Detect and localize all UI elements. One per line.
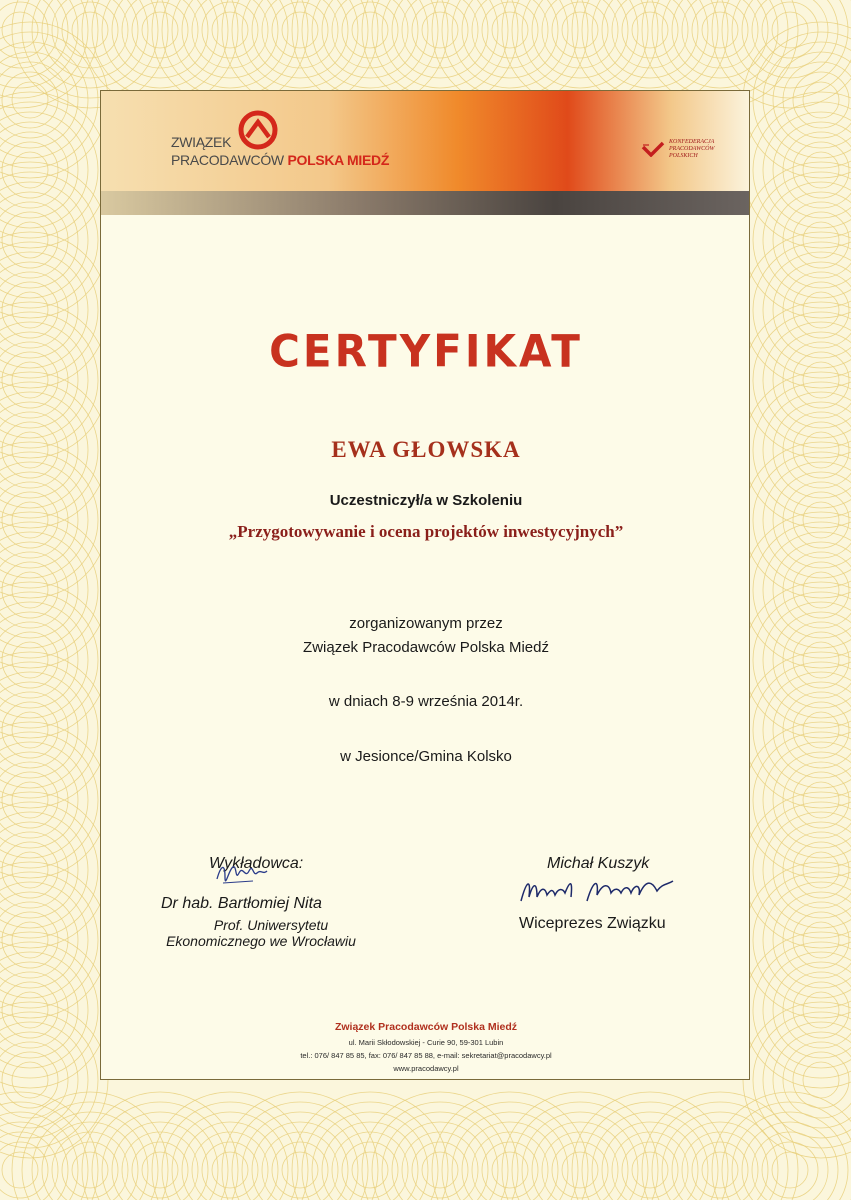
guilloche-ring [743,792,851,948]
vp-name: Michał Kuszyk [547,855,650,872]
guilloche-ring [803,432,839,468]
guilloche-ring [743,232,851,388]
guilloche-ring [763,882,851,998]
guilloche-ring [0,462,88,578]
guilloche-ring [212,12,248,48]
certificate-title: CERTYFIKAT [269,325,583,378]
guilloche-ring [552,2,608,58]
footer-website: www.pracodawcy.pl [393,1064,459,1073]
guilloche-ring [0,1122,68,1200]
guilloche-ring [0,882,88,998]
vp-title: Wiceprezes Związku [519,915,666,932]
guilloche-ring [0,722,108,878]
guilloche-ring [743,652,851,808]
guilloche-ring [793,352,849,408]
header-banner [101,91,749,191]
guilloche-ring [552,1142,608,1198]
guilloche-ring [2,702,58,758]
guilloche-ring [382,1112,498,1200]
guilloche-ring [0,252,88,368]
guilloche-ring [763,392,851,508]
guilloche-ring [803,782,839,818]
guilloche-ring [0,672,88,788]
guilloche-ring [562,1152,598,1188]
guilloche-ring [803,712,839,748]
course-title: „Przygotowywanie i ocena projektów inwestycyjnych” [228,522,624,541]
guilloche-ring [12,642,48,678]
guilloche-ring [702,1152,738,1188]
guilloche-ring [0,2,48,58]
guilloche-ring [0,302,108,458]
guilloche-ring [2,632,58,688]
guilloche-ring [12,502,48,538]
guilloche-ring [762,2,818,58]
logo-line-1: ZWIĄZEK [171,134,232,150]
guilloche-ring [32,0,148,88]
guilloche-ring [743,442,851,598]
guilloche-ring [272,2,328,58]
guilloche-ring [743,302,851,458]
guilloche-ring [732,0,848,88]
guilloche-ring [72,12,108,48]
guilloche-ring [452,0,568,88]
guilloche-ring [272,1142,328,1198]
guilloche-ring [0,932,108,1088]
guilloche-ring [362,1092,518,1200]
footer-address: ul. Marii Skłodowskiej - Curie 90, 59-301 Lubin [348,1038,504,1047]
guilloche-ring [2,982,58,1038]
guilloche-ring [282,1152,318,1188]
guilloche-ring [242,0,358,88]
guilloche-ring [422,12,458,48]
guilloche-ring [0,812,88,928]
guilloche-ring [803,1062,839,1098]
guilloche-ring [292,1092,448,1200]
guilloche-ring [712,1092,851,1200]
guilloche-ring [72,1152,108,1188]
banner-stripe [101,191,749,215]
lecturer-label: Wykładowca: [209,855,304,872]
guilloche-ring [432,1092,588,1200]
guilloche-ring [482,2,538,58]
guilloche-ring [2,422,58,478]
guilloche-ring [793,72,849,128]
footer-contact: tel.: 076/ 847 85 85, fax: 076/ 847 85 88, e-mail: sekretariat@pracodawcy.pl [300,1051,552,1060]
guilloche-ring [0,372,108,528]
guilloche-ring [152,1092,308,1200]
guilloche-ring [592,1112,708,1200]
logo-text [171,133,389,169]
guilloche-ring [803,922,839,958]
guilloche-ring [12,572,48,608]
guilloche-ring [732,1112,848,1200]
guilloche-ring [743,372,851,528]
guilloche-ring [763,532,851,648]
guilloche-ring [763,672,851,788]
guilloche-ring [793,632,849,688]
guilloche-ring [0,322,88,438]
guilloche-ring [793,562,849,618]
guilloche-ring [2,562,58,618]
guilloche-ring [2,282,58,338]
participation-text: Uczestniczył/a w Szkoleniu [329,492,523,509]
guilloche-ring [572,1092,728,1200]
guilloche-ring [12,992,48,1028]
guilloche-ring [0,442,108,598]
guilloche-ring [12,152,48,188]
guilloche-ring [0,862,108,1018]
guilloche-ring [12,712,48,748]
logo-line-2 [171,151,389,169]
guilloche-ring [422,1152,458,1188]
guilloche-ring [632,12,668,48]
guilloche-ring [12,852,48,888]
guilloche-ring [803,82,839,118]
guilloche-ring [0,512,108,668]
guilloche-ring [212,1152,248,1188]
guilloche-ring [2,142,58,198]
guilloche-ring [352,12,388,48]
guilloche-ring [622,1142,678,1198]
guilloche-ring [743,512,851,668]
guilloche-ring [0,162,108,318]
guilloche-ring [522,1112,638,1200]
organizer-name: Związek Pracodawców Polska Miedź [303,639,549,656]
guilloche-ring [2,212,58,268]
guilloche-ring [793,772,849,828]
guilloche-ring [142,12,178,48]
guilloche-ring [793,702,849,758]
footer-organization: Związek Pracodawców Polska Miedź [334,1021,518,1033]
guilloche-ring [2,842,58,898]
guilloche-ring [692,2,748,58]
guilloche-ring [763,812,851,928]
guilloche-ring [0,1132,58,1200]
guilloche-ring [0,1022,88,1138]
guilloche-ring [803,292,839,328]
guilloche-ring [12,362,48,398]
guilloche-ring [743,92,851,248]
guilloche-ring [743,582,851,738]
guilloche-ring [803,502,839,538]
guilloche-ring [0,602,88,718]
guilloche-ring [763,1022,851,1138]
guilloche-ring [763,322,851,438]
lecturer-title-2: Ekonomicznego we Wrocławiu [166,933,356,949]
guilloche-ring [763,182,851,298]
guilloche-ring [172,1112,288,1200]
guilloche-ring [642,1092,798,1200]
guilloche-ring [763,252,851,368]
guilloche-ring [2,352,58,408]
guilloche-ring [772,1152,808,1188]
guilloche-ring [793,142,849,198]
guilloche-ring [0,182,88,298]
guilloche-ring [562,12,598,48]
guilloche-ring [0,0,68,78]
guilloche-ring [12,432,48,468]
guilloche-ring [352,1152,388,1188]
guilloche-ring [632,1152,668,1188]
guilloche-ring [743,932,851,1088]
guilloche-ring [0,1002,108,1158]
guilloche-ring [222,1092,378,1200]
logo-line-2b: POLSKA MIEDŹ [287,152,390,168]
guilloche-ring [662,1112,778,1200]
guilloche-ring [0,1142,48,1198]
konfederacja-logo-icon [641,141,665,157]
organized-by-label: zorganizowanym przez [349,615,503,632]
guilloche-ring [763,462,851,578]
guilloche-ring [12,922,48,958]
guilloche-ring [692,1142,748,1198]
guilloche-ring [312,0,428,88]
training-dates: w dniach 8-9 września 2014r. [328,693,524,710]
guilloche-ring [492,1152,528,1188]
guilloche-ring [793,982,849,1038]
guilloche-ring [0,652,108,808]
guilloche-ring [12,1092,168,1200]
guilloche-ring [803,152,839,188]
guilloche-ring [793,282,849,338]
guilloche-ring [0,792,108,948]
guilloche-ring [12,292,48,328]
guilloche-ring [763,952,851,1068]
guilloche-ring [102,0,218,88]
guilloche-ring [0,392,88,508]
lecturer-name: Dr hab. Bartłomiej Nita [161,895,322,912]
guilloche-ring [743,162,851,318]
guilloche-ring [12,782,48,818]
guilloche-ring [803,992,839,1028]
guilloche-ring [342,1142,398,1198]
guilloche-ring [452,1112,568,1200]
guilloche-ring [132,2,188,58]
guilloche-ring [662,0,778,88]
guilloche-ring [202,2,258,58]
guilloche-ring [282,12,318,48]
guilloche-ring [622,2,678,58]
guilloche-ring [132,1142,188,1198]
guilloche-ring [82,1092,238,1200]
guilloche-ring [702,12,738,48]
guilloche-ring [763,742,851,858]
guilloche-ring [803,362,839,398]
guilloche-ring [793,492,849,548]
guilloche-ring [2,1052,58,1108]
recipient-name: EWA GŁOWSKA [331,437,521,462]
guilloche-ring [342,2,398,58]
guilloche-ring [0,92,108,248]
guilloche-ring [12,222,48,258]
guilloche-ring [2,912,58,968]
guilloche-ring [763,112,851,228]
guilloche-ring [482,1142,538,1198]
guilloche-ring [743,862,851,1018]
guilloche-ring [242,1112,358,1200]
partner-logo-text [669,139,749,160]
guilloche-ring [0,112,88,228]
guilloche-ring [32,1112,148,1200]
guilloche-ring [0,0,58,68]
partner-line-2: PRACODAWCÓW [669,146,715,152]
lecturer-signature [213,859,273,895]
guilloche-ring [793,842,849,898]
guilloche-ring [2,492,58,548]
guilloche-ring [312,1112,428,1200]
guilloche-ring [102,1112,218,1200]
guilloche-ring [522,0,638,88]
guilloche-ring [743,722,851,878]
guilloche-ring [743,1002,851,1158]
guilloche-ring [793,422,849,478]
guilloche-ring [772,12,808,48]
guilloche-ring [382,0,498,88]
certificate-panel [100,90,750,1080]
guilloche-ring [762,1142,818,1198]
guilloche-ring [592,0,708,88]
guilloche-ring [2,772,58,828]
guilloche-ring [0,952,88,1068]
guilloche-ring [793,912,849,968]
guilloche-ring [803,852,839,888]
guilloche-ring [0,582,108,738]
guilloche-ring [803,222,839,258]
guilloche-ring [763,602,851,718]
vp-signature [517,873,687,909]
training-location: w Jesionce/Gmina Kolsko [340,748,512,765]
lecturer-title-1: Prof. Uniwersytetu [213,917,329,933]
guilloche-ring [502,1092,658,1200]
guilloche-ring [803,642,839,678]
guilloche-ring [412,2,468,58]
guilloche-ring [142,1152,178,1188]
guilloche-ring [202,1142,258,1198]
guilloche-ring [412,1142,468,1198]
guilloche-ring [62,1142,118,1198]
guilloche-ring [492,12,528,48]
guilloche-ring [763,42,851,158]
logo-line-2a: PRACODAWCÓW [171,152,284,168]
guilloche-ring [0,532,88,648]
guilloche-ring [172,0,288,88]
guilloche-ring [793,1052,849,1108]
guilloche-ring [0,742,88,858]
guilloche-ring [793,212,849,268]
guilloche-ring [0,232,108,388]
partner-line-3: POLSKICH [669,153,698,159]
partner-line-1: KONFEDERACJA [669,139,715,145]
guilloche-ring [743,22,851,178]
guilloche-ring [803,572,839,608]
